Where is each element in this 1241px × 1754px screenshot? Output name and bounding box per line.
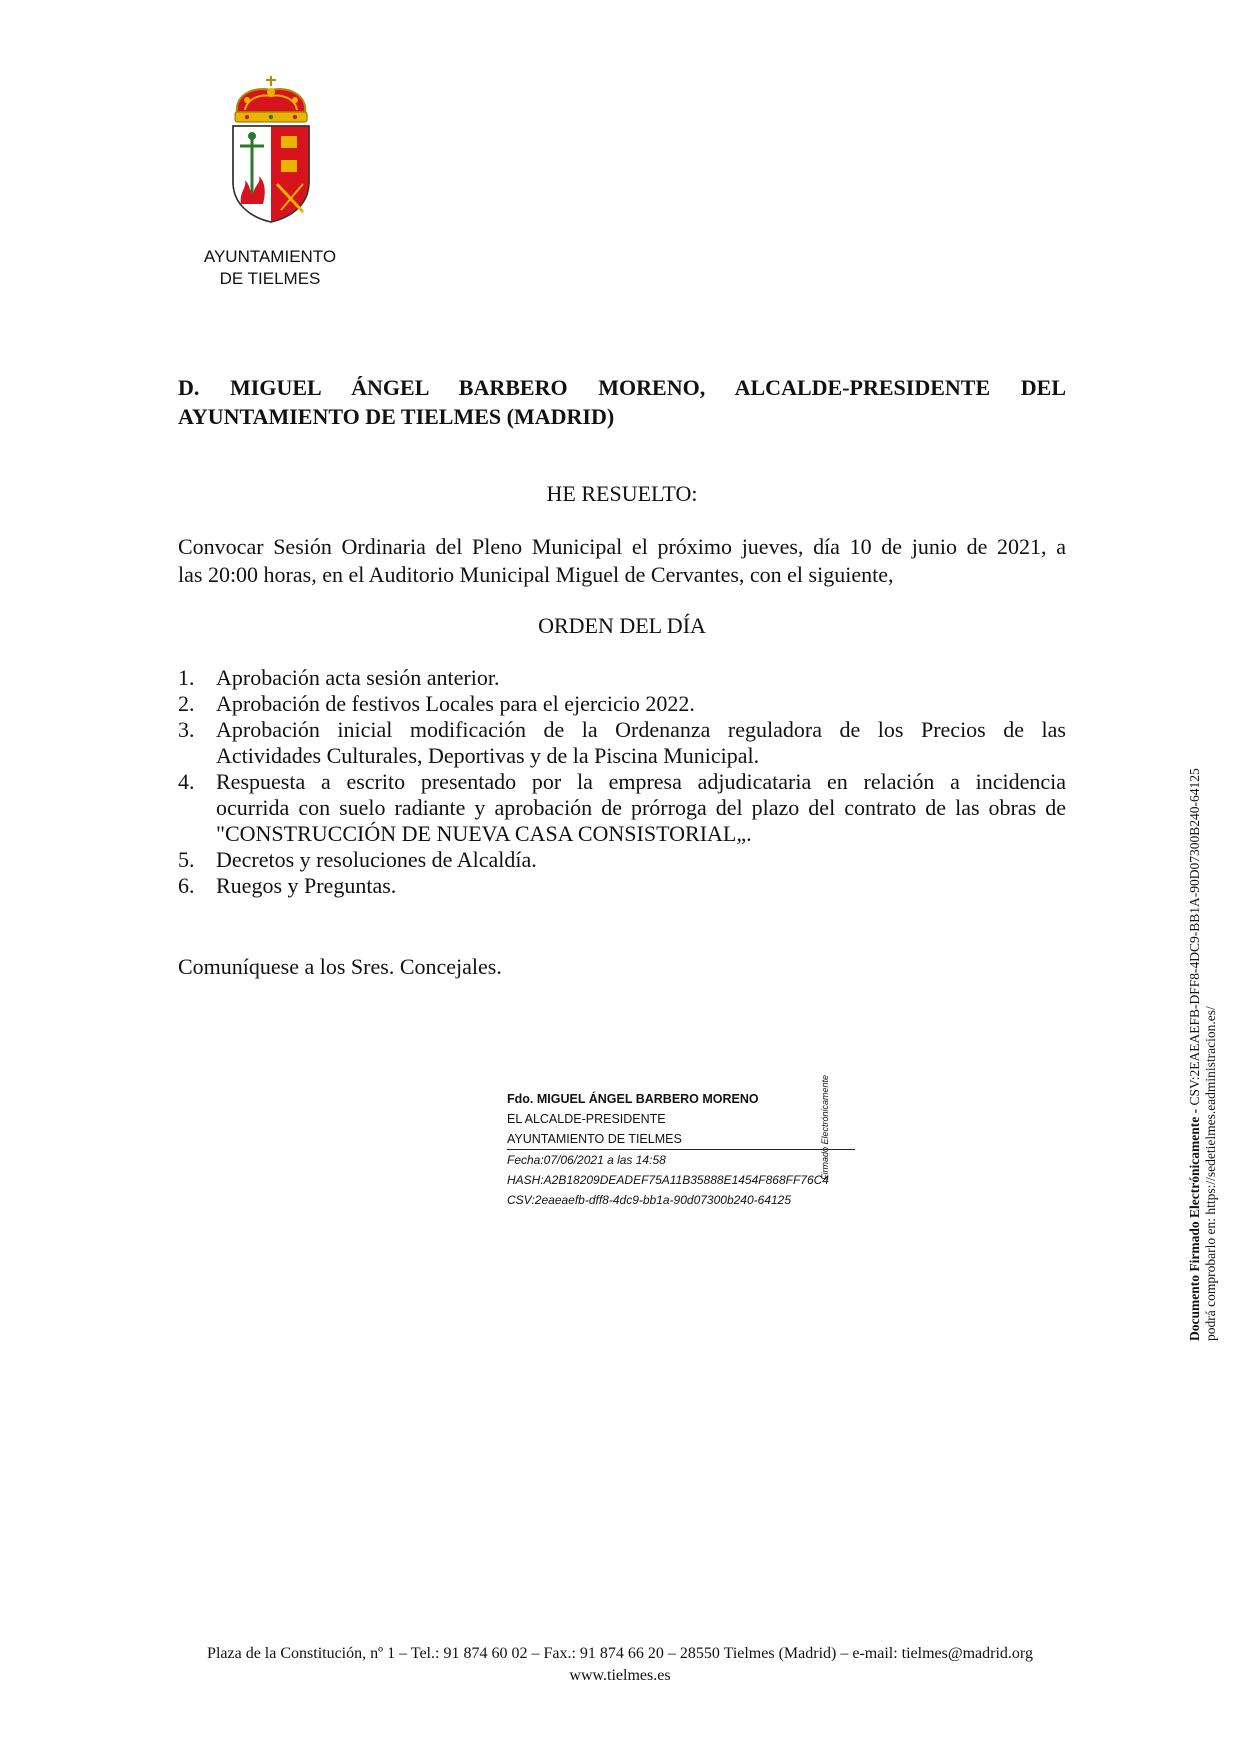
agenda-item-text: ocurrida con suelo radiante y aprobación de prórroga del plazo del contrato de las obras de [216,795,1066,820]
page-footer [130,1643,1110,1687]
signature-csv: CSV:2eaeaefb-dff8-4dc9-bb1a-90d07300b240-64125 [507,1193,792,1207]
agenda-item [178,847,1066,873]
agenda-item-number: 4. [178,769,195,794]
document-heading [178,373,1066,431]
agenda-list [178,665,1066,899]
agenda-item [178,665,1066,691]
footer-website: www.tielmes.es [569,1667,671,1684]
signature-date: Fecha:07/06/2021 a las 14:58 [507,1153,666,1167]
agenda-item-text: "CONSTRUCCIÓN DE NUEVA CASA CONSISTORIAL„. [216,821,752,846]
margin-note-url: podrá comprobarlo en: https://sedetielmes.eadministracion.es/ [1203,1006,1218,1341]
intro-line1: Convocar Sesión Ordinaria del Pleno Municipal el próximo jueves, día 10 de junio de 2021, a [178,534,1066,559]
agenda-item-text: Decretos y resoluciones de Alcaldía. [216,847,537,872]
margin-note-csv: CSV:2EAEAEFB-DFF8-4DC9-BB1A-90D07300B240-64125 [1187,768,1202,1106]
signer-organization: AYUNTAMIENTO DE TIELMES [507,1129,855,1150]
intro-line2: las 20:00 horas, en el Auditorio Municipal Miguel de Cervantes, con el siguiente, [178,562,894,587]
agenda-item-text: Actividades Culturales, Deportivas y de la Piscina Municipal. [216,743,760,768]
signature-side-label: Firmado Electrónicamente [820,1074,830,1180]
signer-name: Fdo. MIGUEL ÁNGEL BARBERO MORENO [507,1092,759,1106]
agenda-item-number: 3. [178,717,195,742]
agenda-item-number: 1. [178,665,195,690]
resolved-title: HE RESUELTO: [546,481,698,506]
verification-margin-note [1187,768,1219,1341]
signature-hash: HASH:A2B18209DEADEF75A11B35888E1454F868FF76C4 [507,1173,829,1187]
agenda-item-number: 5. [178,847,195,872]
agenda-item-text: Aprobación inicial modificación de la Ordenanza reguladora de los Precios de las [216,717,1066,742]
crown-icon [235,76,307,122]
heading-line1: D. MIGUEL ÁNGEL BARBERO MORENO, ALCALDE-PRESIDENTE DEL [178,375,1066,400]
agenda-item-text: Aprobación acta sesión anterior. [216,665,500,690]
closing-text: Comuníquese a los Sres. Concejales. [178,954,502,979]
footer-address: Plaza de la Constitución, nº 1 – Tel.: 91 874 60 02 – Fax.: 91 874 66 20 – 28550 Tielmes (Madrid) – e-mail: tielmes@madrid.org [207,1645,1033,1662]
agenda-item-text: Respuesta a escrito presentado por la empresa adjudicataria en relación a incidencia [216,769,1066,794]
heading-line2: AYUNTAMIENTO DE TIELMES (MADRID) [178,404,615,429]
agenda-item [178,873,1066,899]
coat-of-arms-logo [225,72,317,224]
agenda-title: ORDEN DEL DÍA [538,613,706,638]
agenda-item [178,769,1066,847]
agenda-item [178,717,1066,769]
agenda-item-text: Aprobación de festivos Locales para el ejercicio 2022. [216,691,695,716]
organization-name-line1: AYUNTAMIENTO [203,247,337,266]
agenda-item [178,691,1066,717]
intro-paragraph [178,533,1066,589]
organization-name-line2: DE TIELMES [219,269,321,288]
margin-note-label: Documento Firmado Electrónicamente - [1187,1105,1202,1341]
signer-role: EL ALCALDE-PRESIDENTE [507,1112,666,1126]
agenda-item-number: 2. [178,691,195,716]
signature-block [507,1089,855,1210]
organization-name [170,246,370,290]
shield-icon [233,126,309,222]
agenda-item-number: 6. [178,873,195,898]
agenda-item-text: Ruegos y Preguntas. [216,873,397,898]
